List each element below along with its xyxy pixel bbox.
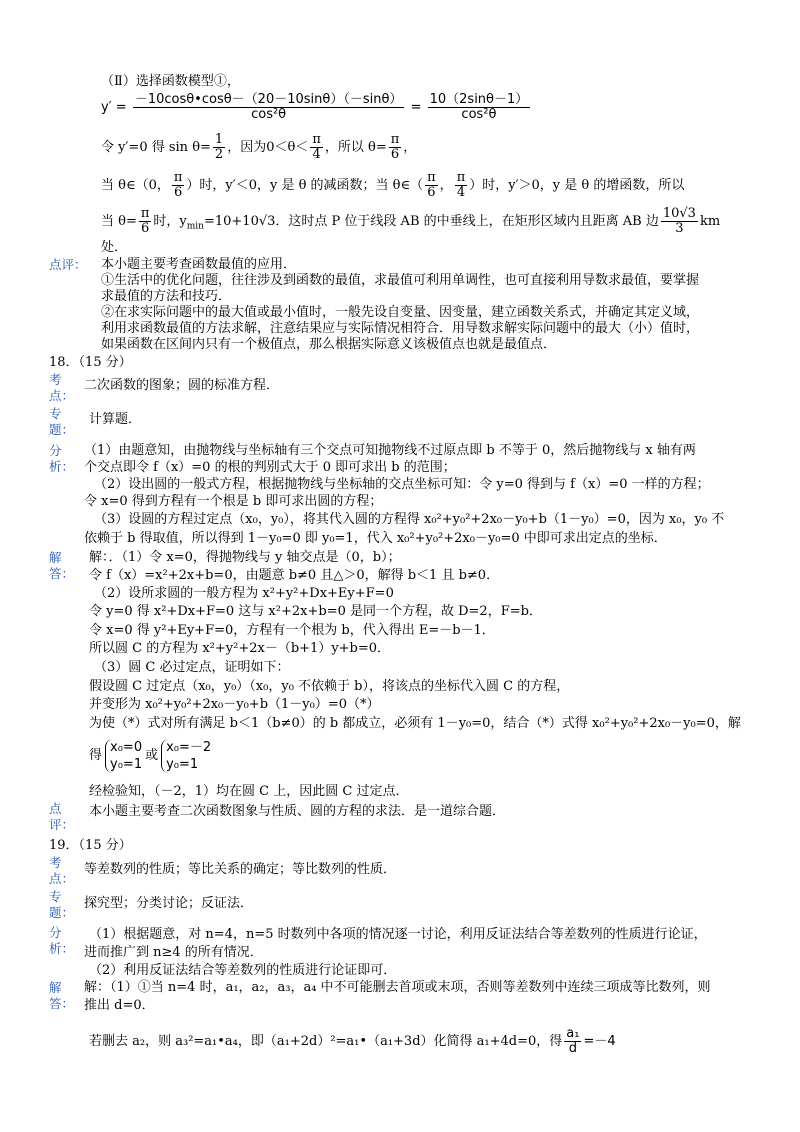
text: ）时，y′＜0，y 是 θ 的减函数；当 θ∈（ bbox=[186, 178, 424, 193]
jieda-tag: 解答： bbox=[49, 980, 75, 1011]
part2-line-1 bbox=[101, 130, 416, 166]
text: 若删去 a₂，则 a₃²=a₁•a₄，即（a₁+2d）²=a₁•（a₁+3d）化简得 a₁+4d=0，得 bbox=[89, 1034, 563, 1049]
q19-last-line bbox=[89, 1022, 616, 1062]
equation-system bbox=[89, 732, 214, 780]
part2-heading: （Ⅱ）选择函数模型①， bbox=[101, 74, 240, 89]
q19-number: 19．（15 分） bbox=[49, 838, 132, 853]
q18-jieda-line: （2）设所求圆的一般方程为 x²+y²+Dx+Ey+F=0 bbox=[94, 586, 394, 601]
q19-kaodian: 等差数列的性质；等比关系的确定；等比数列的性质． bbox=[84, 862, 397, 877]
text: ， bbox=[439, 178, 453, 193]
q18-jieda-line: 令 f（x）=x²+2x+b=0，由题意 b≠0 且△＞0，解得 b＜1 且 b≠0． bbox=[89, 568, 500, 583]
text: 得 bbox=[89, 748, 103, 763]
q18-jieda-line: 所以圆 C 的方程为 x²+y²+2x－（b+1）y+b=0． bbox=[89, 641, 391, 656]
text: 时，y bbox=[153, 214, 187, 229]
fraction bbox=[213, 133, 225, 162]
zhuanti-tag: 专题： bbox=[49, 406, 75, 437]
text: km bbox=[699, 214, 721, 229]
q19-jieda-line: 推出 d=0． bbox=[84, 998, 155, 1013]
part2-line-2 bbox=[101, 168, 684, 204]
deriv-denominator: cos²θ bbox=[251, 107, 287, 122]
den: 3 bbox=[675, 221, 684, 236]
q19-fenxi-line: 进而推广到 n≥4 的所有情况． bbox=[84, 945, 263, 960]
deriv-fraction-2 bbox=[428, 93, 531, 122]
q18-fenxi-line: （1）由题意知，由抛物线与坐标轴有三个交点可知抛物线不过原点即 b 不等于 0，然后抛物线与 x 轴有两 bbox=[84, 443, 696, 458]
q18-fenxi-line: （2）设出圆的一般式方程，根据抛物线与坐标轴的交点坐标可知：令 y=0 得到与 f（x）=0 一样的方程； bbox=[94, 477, 710, 492]
system-2 bbox=[161, 739, 211, 773]
fraction bbox=[425, 171, 438, 200]
den: 6 bbox=[427, 185, 436, 200]
review17-line: ①生活中的优化问题，往往涉及到函数的最值，求最值可利用单调性，也可直接利用导数求最值，要掌握 bbox=[101, 273, 700, 288]
deriv-numerator: －10cosθ•cosθ－（20－10sinθ）（－sinθ） bbox=[134, 92, 403, 107]
text: =－4 bbox=[583, 1034, 616, 1049]
den: 6 bbox=[173, 185, 183, 200]
q19-fenxi-line: （2）利用反证法结合等差数列的性质进行论证即可． bbox=[89, 963, 397, 978]
q18-fenxi-line: 依赖于 b 得取值，所以得到 1－y₀=0 即 y₀=1，代入 x₀²+y₀²+2x₀－y₀=0 中即可求出定点的坐标． bbox=[84, 531, 667, 546]
fraction bbox=[172, 171, 185, 200]
deriv-numerator-2: 10（2sinθ－1） bbox=[429, 92, 529, 107]
q18-fenxi-line: （3）设圆的方程过定点（x₀，y₀），将其代入圆的方程得 x₀²+y₀²+2x₀－y₀+b（1－y₀）=0，因为 x₀，y₀ 不 bbox=[94, 512, 725, 527]
q18-jieda-line: 令 y=0 得 x²+Dx+F=0 这与 x²+2x+b=0 是同一个方程，故 D=2，F=b． bbox=[89, 604, 542, 619]
q18-jieda-line: 假设圆 C 过定点（x₀，y₀）（x₀，y₀ 不依赖于 b），将该点的坐标代入圆 C 的方程， bbox=[89, 679, 570, 694]
review17-line: 利用求函数最值的方法求解，注意结果应与实际情况相符合．用导数求解实际问题中的最大（小）值时， bbox=[101, 321, 700, 336]
den: 2 bbox=[214, 147, 224, 162]
dianping-tag: 点评： bbox=[49, 801, 75, 832]
fraction bbox=[389, 133, 402, 162]
fenxi-tag: 分析： bbox=[49, 925, 75, 956]
text: 当 θ= bbox=[101, 214, 137, 229]
q18-check: 经检验知，（－2，1）均在圆 C 上，因此圆 C 过定点． bbox=[89, 784, 409, 799]
q18-number: 18．（15 分） bbox=[49, 355, 132, 370]
text: ，因为0＜θ＜ bbox=[227, 140, 309, 155]
review17-line: 本小题主要考查函数最值的应用． bbox=[101, 257, 297, 272]
num: π bbox=[390, 132, 400, 147]
q18-jieda-line: 并变形为 x₀²+y₀²+2x₀－y₀+b（1－y₀）=0（*） bbox=[89, 697, 380, 712]
num: 10√3 bbox=[662, 206, 696, 221]
den: 6 bbox=[390, 147, 400, 162]
q19-zhuanti: 探究型；分类讨论；反证法． bbox=[84, 896, 254, 911]
fraction bbox=[564, 1027, 581, 1056]
fraction bbox=[661, 207, 698, 236]
q18-jieda-line: 令 x=0 得 y²+Ey+F=0，方程有一个根为 b，代入得出 E=－b－1． bbox=[89, 623, 495, 638]
text: 令 y′=0 得 sin θ= bbox=[101, 140, 211, 155]
text: =10+10√3．这时点 P 位于线段 AB 的中垂线上，在矩形区域内且距离 AB 边 bbox=[203, 214, 659, 229]
num: a₁ bbox=[566, 1026, 580, 1041]
text: ，所以 θ= bbox=[324, 140, 387, 155]
part2-line-3 bbox=[101, 204, 720, 240]
den: d bbox=[568, 1041, 577, 1056]
num: π bbox=[173, 170, 183, 185]
kaodian-tag: 考点： bbox=[49, 372, 75, 403]
deriv-lhs: y′ = bbox=[101, 100, 127, 115]
eq: x₀=0 bbox=[110, 739, 143, 755]
q18-fenxi-line: 令 x=0 得到方程有一个根是 b 即可求出圆的方程； bbox=[84, 494, 383, 509]
eq: y₀=1 bbox=[166, 756, 199, 772]
review-tag: 点评： bbox=[49, 257, 87, 272]
eq: y₀=1 bbox=[110, 756, 143, 772]
q18-jieda-line: （3）圆 C 必过定点，证明如下： bbox=[94, 660, 290, 675]
fraction bbox=[139, 207, 152, 236]
eq: x₀=－2 bbox=[166, 739, 212, 755]
q19-fenxi-line: （1）根据题意，对 n=4，n=5 时数列中各项的情况逐一讨论，利用反证法结合等差数列的性质进行论证， bbox=[89, 927, 707, 942]
num: π bbox=[427, 170, 436, 185]
num: π bbox=[456, 170, 466, 185]
den: 4 bbox=[312, 147, 321, 162]
num: π bbox=[140, 206, 150, 221]
deriv-denominator-2: cos²θ bbox=[461, 107, 497, 122]
q18-fenxi-line: 个交点即令 f（x）=0 的根的判别式大于 0 即可求出 b 的范围； bbox=[84, 460, 456, 475]
text: ， bbox=[403, 140, 417, 155]
text: 或 bbox=[145, 748, 159, 763]
deriv-fraction-1 bbox=[133, 93, 405, 122]
review17-line: ②在求实际问题中的最大值或最小值时，一般先设自变量、因变量，建立函数关系式，并确定其定义域， bbox=[101, 305, 700, 320]
q18-zhuanti: 计算题． bbox=[89, 412, 142, 427]
fraction bbox=[455, 171, 468, 200]
fraction bbox=[310, 133, 323, 162]
part2-line-4: 处． bbox=[101, 240, 128, 255]
derivative-formula bbox=[101, 86, 532, 130]
num: π bbox=[312, 132, 321, 147]
review17-line: 求最值的方法和技巧． bbox=[101, 289, 232, 304]
kaodian-tag: 考点： bbox=[49, 855, 75, 886]
den: 4 bbox=[456, 185, 466, 200]
q19-jieda-line: 解：（1）①当 n=4 时，a₁，a₂，a₃，a₄ 中不可能删去首项或末项，否则等差数列中连续三项成等比数列，则 bbox=[84, 980, 711, 995]
num: 1 bbox=[214, 132, 224, 147]
subscript: min bbox=[186, 221, 204, 232]
q18-kaodian: 二次函数的图象；圆的标准方程． bbox=[84, 378, 280, 393]
deriv-equals: = bbox=[410, 100, 422, 115]
q18-jieda-line: 解：．（1）令 x=0，得抛物线与 y 轴交点是（0，b）； bbox=[89, 550, 401, 565]
q18-jieda-line: 为使（*）式对所有满足 b＜1（b≠0）的 b 都成立，必须有 1－y₀=0，结合（*）式得 x₀²+y₀²+2x₀－y₀=0，解 bbox=[89, 716, 741, 731]
den: 6 bbox=[140, 221, 150, 236]
review17-line: 如果函数在区间内只有一个极值点，那么根据实际意义该极值点也就是最值点． bbox=[101, 337, 557, 352]
zhuanti-tag: 专题： bbox=[49, 889, 75, 920]
text: ）时，y′＞0，y 是 θ 的增函数，所以 bbox=[469, 178, 685, 193]
system-1 bbox=[105, 739, 142, 773]
q18-dianping: 本小题主要考查二次函数图象与性质、圆的方程的求法．是一道综合题． bbox=[89, 804, 506, 819]
fenxi-tag: 分析： bbox=[49, 443, 75, 474]
jieda-tag: 解答： bbox=[49, 550, 75, 581]
text: 当 θ∈（0， bbox=[101, 178, 170, 193]
